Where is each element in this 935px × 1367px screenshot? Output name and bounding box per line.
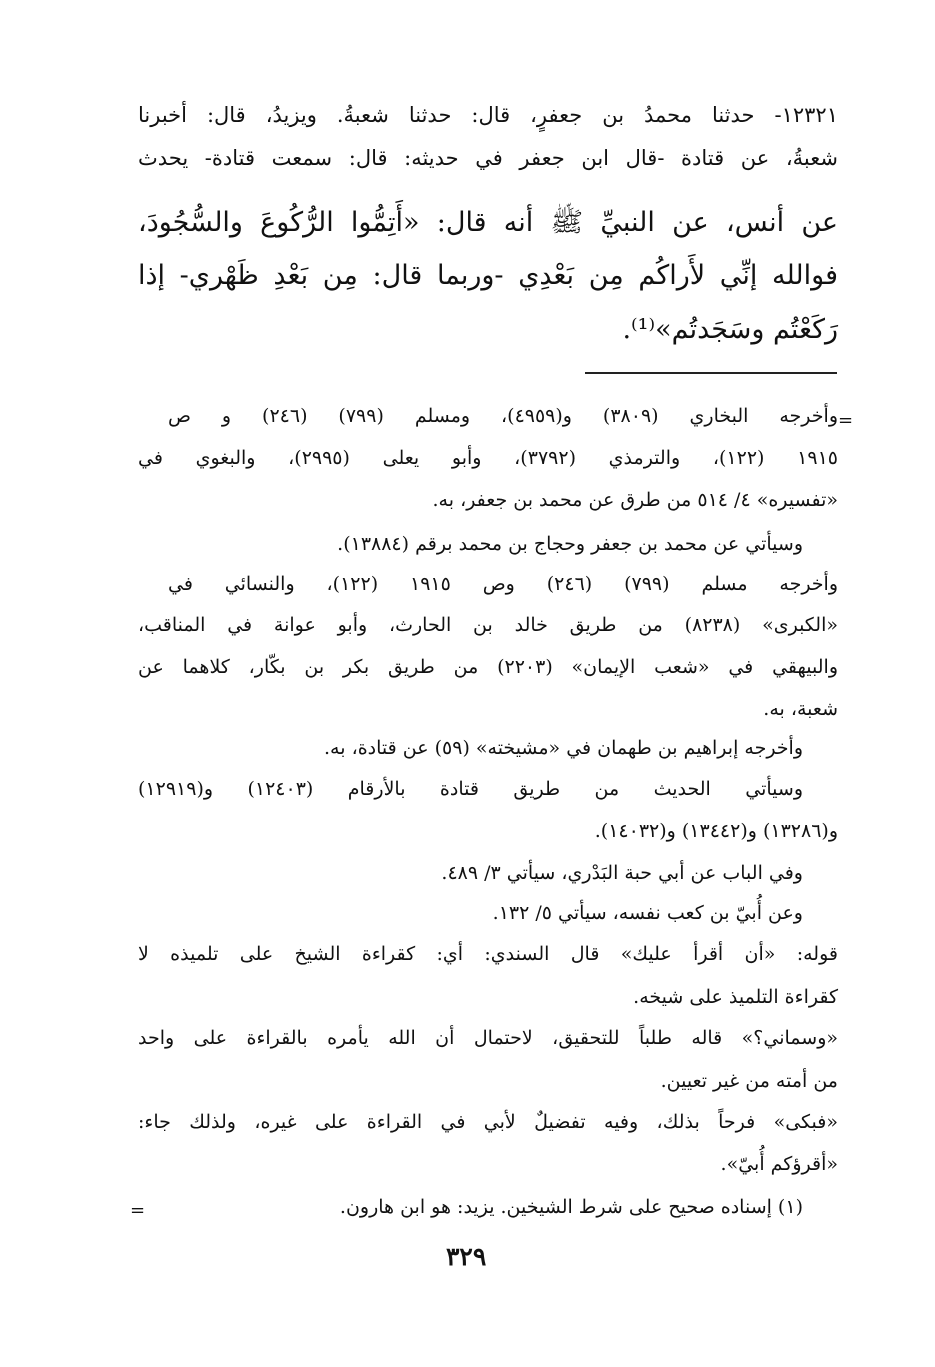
footnote-line: «أقرؤكم أُبيّ». [720,1153,838,1175]
footnote-line: كقراءة التلميذ على شيخه. [633,986,838,1008]
footnote-line: ١٩١٥ (١٢٢)، والترمذي (٣٧٩٢)، وأبو يعلى (٢٩٩٥)، والبغوي في [137,447,838,469]
footnote-separator [585,372,837,374]
continuation-mark-bottom: = [130,1200,146,1221]
footnote-line: وفي الباب عن أبي حبة البَدْري، سيأتي ٣/ ٤٨٩. [441,862,803,884]
footnote-line: وأخرجه إبراهيم بن طهمان في «مشيخته» (٥٩) عن قتادة، به. [324,737,803,759]
footnote-line: وأخرجه مسلم (٧٩٩) (٢٤٦) وص ١٩١٥ (١٢٢)، والنسائي في [167,573,838,595]
footnote-line: والبيهقي في «شعب الإيمان» (٢٢٠٣) من طريق بكر بن بكّار، كلاهما عن [138,656,838,678]
footnote-line: وسيأتي عن محمد بن جعفر وحجاج بن محمد برقم (١٣٨٨٤). [337,533,803,555]
footnote-line: وسيأتي الحديث من طريق قتادة بالأرقام (١٢٤٠٣) و(١٢٩١٩) [138,778,803,800]
matn-line-2: فوالله إنِّي لأَراكُم مِن بَعْدِي -وربما قال: مِن بَعْدِ ظَهْري- إذا [138,260,838,291]
footnote-line: قوله: «أن أقرأ عليك» قال السندي: أي: كقراءة الشيخ على تلميذه لا [138,943,838,965]
footnote-line: «فبكى» فرحاً بذلك، وفيه تفضيلٌ لأبي في القراءة على غيره، ولذلك جاء: [138,1111,838,1133]
page-number: ٣٢٩ [446,1242,487,1271]
matn-line-3: رَكَعْتُم وسَجَدتُم»⁽¹⁾. [622,314,838,345]
footnote-line: «تفسيره» ٤/ ٥١٤ من طرق عن محمد بن جعفر، به. [432,489,838,511]
footnote-line: وأخرجه البخاري (٣٨٠٩) و(٤٩٥٩)، ومسلم (٧٩٩) (٢٤٦) و ص [167,405,838,427]
footnote-line: و(١٣٢٨٦) و(١٣٤٤٢) و(١٤٠٣٢). [594,820,838,842]
isnad-line-2: شعبةُ، عن قتادة -قال ابن جعفر في حديثه: قال: سمعت قتادة- يحدث [138,146,838,170]
footnote-line: وعن أُبيّ بن كعب نفسه، سيأتي ٥/ ١٣٢. [492,902,803,924]
footnote-1: (١) إسناده صحيح على شرط الشيخين. يزيد: هو ابن هارون. [339,1196,803,1218]
matn-line-1: عن أنس، عن النبيِّ ﷺ أنه قال: «أَتِمُّوا الرُّكُوعَ والسُّجُودَ، [138,207,838,238]
isnad-line-1: ١٢٣٢١- حدثنا محمدُ بن جعفرٍ، قال: حدثنا شعبةُ. ويزيدُ، قال: أخبرنا [138,103,838,127]
footnote-line: «وسماني؟» قاله طلباً للتحقيق، لاحتمال أن الله يأمره بالقراءة على واحد [138,1027,838,1049]
footnote-line: شعبة، به. [763,698,838,720]
continuation-mark-top: = [838,410,854,431]
footnote-line: من أمته من غير تعيين. [660,1070,838,1092]
footnote-line: «الكبرى» (٨٢٣٨) من طريق خالد بن الحارث، وأبو عوانة في المناقب، [137,614,838,636]
